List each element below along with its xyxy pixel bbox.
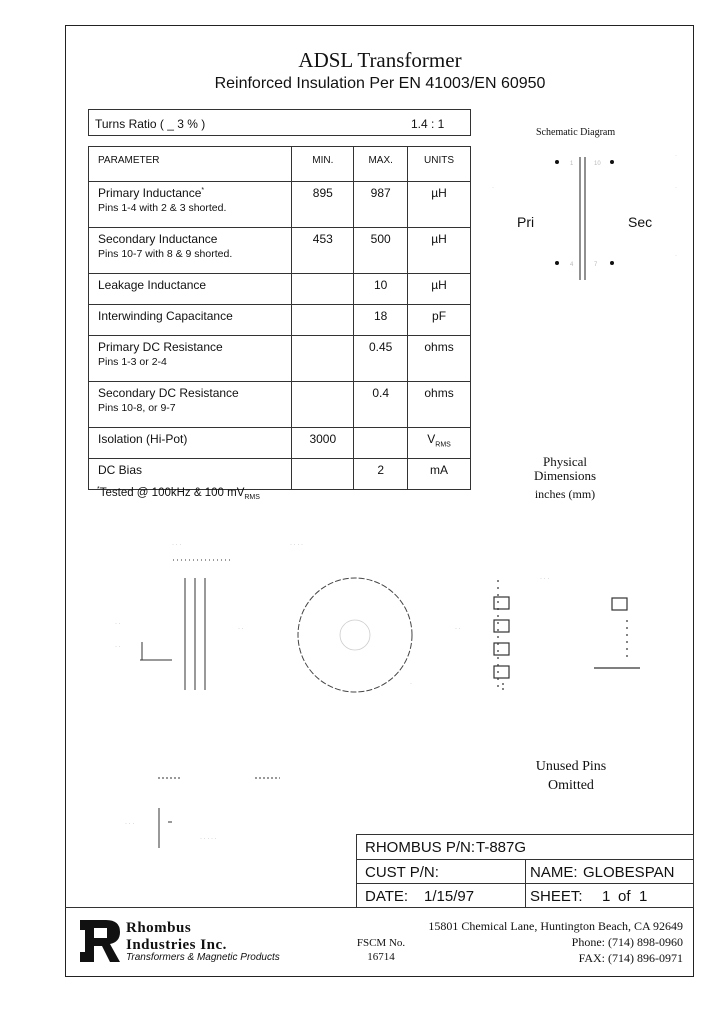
spec-min-cell — [292, 382, 354, 428]
title-block-name — [525, 859, 694, 884]
schematic-title: Schematic Diagram — [536, 127, 616, 138]
units-value: pF — [432, 309, 447, 323]
spec-parameter-cell — [89, 305, 292, 336]
spec-parameter-cell — [89, 459, 292, 490]
spec-parameter-cell — [89, 274, 292, 305]
spec-min-cell — [292, 336, 354, 382]
svg-text:·: · — [410, 681, 412, 687]
fscm-label: FSCM No. — [356, 937, 406, 949]
turns-ratio-box — [88, 109, 471, 136]
schematic-sec-label: Sec — [628, 214, 653, 230]
dimension-drawings — [110, 530, 670, 860]
footnote-text: Tested @ 100kHz & 100 mV — [99, 486, 245, 499]
part-number-label: RHOMBUS P/N: — [365, 839, 476, 856]
company-name — [126, 920, 227, 954]
schematic-pri-label: Pri — [517, 214, 535, 230]
spec-parameter-cell — [89, 382, 292, 428]
company-phone: Phone: (714) 898-0960 — [571, 935, 683, 949]
spec-row — [89, 428, 471, 459]
header-units: UNITS — [408, 147, 471, 182]
turns-ratio-label: Turns Ratio ( _ 3 % ) — [95, 117, 206, 131]
spec-units-cell — [408, 274, 471, 305]
svg-text:4: 4 — [570, 262, 574, 268]
company-name-line2: Industries Inc. — [126, 937, 227, 953]
units-value: V — [427, 432, 436, 446]
parameter-condition: Pins 1-3 or 2-4 — [98, 356, 167, 368]
svg-text:·: · — [492, 185, 494, 191]
parameter-condition: Pins 10-8, or 9-7 — [98, 402, 176, 414]
parameter-condition: Pins 10-7 with 8 & 9 shorted. — [98, 248, 233, 260]
svg-text:· ·: · · — [455, 626, 461, 632]
spec-row — [89, 336, 471, 382]
spec-min-cell: 453 — [292, 228, 354, 274]
units-value: mA — [430, 463, 449, 477]
svg-text:·: · — [675, 153, 677, 159]
spec-units-cell — [408, 305, 471, 336]
spec-units-cell — [408, 428, 471, 459]
svg-text:· · · · ·: · · · · · — [200, 836, 217, 842]
spec-units-cell — [408, 182, 471, 228]
spec-max-cell: 18 — [354, 305, 408, 336]
title-block-cust — [356, 859, 526, 884]
spec-min-cell — [292, 459, 354, 490]
spec-row — [89, 382, 471, 428]
part-number-value: T-887G — [476, 839, 527, 856]
unused-line1: Unused Pins — [535, 759, 607, 774]
turns-ratio-value: 1.4 : 1 — [411, 117, 445, 131]
parameter-name: Secondary DC Resistance — [98, 386, 239, 400]
svg-text:· · ·: · · · — [172, 542, 182, 548]
spec-max-cell — [354, 428, 408, 459]
fscm-value: 16714 — [367, 951, 395, 963]
units-value: µH — [431, 186, 447, 200]
parameter-name: Secondary Inductance — [98, 232, 218, 246]
footer-divider — [65, 907, 694, 908]
parameter-name: Primary Inductance — [98, 186, 202, 200]
sheet-total: 1 — [639, 888, 648, 905]
name-value: GLOBESPAN — [583, 864, 675, 881]
parameter-name: DC Bias — [98, 463, 143, 477]
spec-min-cell: 895 — [292, 182, 354, 228]
page-subtitle: Reinforced Insulation Per EN 41003/EN 60950 — [214, 75, 546, 92]
svg-text:1: 1 — [570, 161, 574, 167]
svg-text:7: 7 — [594, 262, 598, 268]
svg-text:· · ·: · · · — [540, 576, 550, 582]
spec-units-cell — [408, 228, 471, 274]
spec-max-cell: 2 — [354, 459, 408, 490]
spec-row — [89, 274, 471, 305]
parameter-name: Interwinding Capacitance — [98, 309, 233, 323]
parameter-condition: Pins 1-4 with 2 & 3 shorted. — [98, 202, 227, 214]
units-subscript: RMS — [435, 441, 451, 449]
spec-table — [88, 146, 471, 490]
name-label: NAME: — [530, 864, 578, 881]
svg-text:· ·: · · — [115, 621, 121, 627]
units-value: µH — [431, 278, 447, 292]
title-block-date — [356, 883, 526, 908]
spec-max-cell: 987 — [354, 182, 408, 228]
spec-row — [89, 459, 471, 490]
company-address: 15801 Chemical Lane, Huntington Beach, CA 92649 — [428, 919, 683, 933]
physical-dimensions-label — [510, 455, 620, 501]
title-block-sheet — [525, 883, 694, 908]
footnote-mark: * — [97, 486, 100, 493]
units-value: ohms — [424, 340, 454, 354]
spec-units-cell — [408, 336, 471, 382]
svg-text:· ·: · · — [238, 626, 244, 632]
units-value: ohms — [424, 386, 454, 400]
physical-line1: Physical — [542, 454, 588, 469]
spec-parameter-cell — [89, 182, 292, 228]
parameter-mark: * — [201, 187, 205, 194]
units-value: µH — [431, 232, 447, 246]
svg-text:· · · ·: · · · · — [290, 542, 303, 548]
date-value: 1/15/97 — [424, 888, 475, 905]
sheet-label: SHEET: — [530, 888, 583, 905]
spec-row — [89, 305, 471, 336]
header-parameter: PARAMETER — [89, 147, 292, 182]
sheet-value: 1 — [602, 888, 611, 905]
page-title: ADSL Transformer — [298, 48, 462, 72]
parameter-name: Isolation (Hi-Pot) — [98, 432, 188, 446]
spec-max-cell: 10 — [354, 274, 408, 305]
company-tagline: Transformers & Magnetic Products — [126, 952, 280, 963]
spec-units-cell — [408, 382, 471, 428]
title-block-part — [356, 834, 694, 860]
date-label: DATE: — [365, 888, 409, 905]
cust-pn-label: CUST P/N: — [365, 864, 439, 881]
company-name-line1: Rhombus — [126, 920, 192, 936]
spec-min-cell — [292, 305, 354, 336]
rhombus-logo-icon — [80, 918, 122, 964]
svg-text:· · ·: · · · — [125, 821, 135, 827]
svg-text:·: · — [675, 253, 677, 259]
footnote-sub: RMS — [244, 494, 260, 502]
sheet-of: of — [618, 888, 631, 905]
company-fax: FAX: (714) 896-0971 — [578, 951, 683, 965]
physical-line2: Dimensions — [533, 468, 597, 483]
company-address-block — [395, 918, 683, 966]
svg-text:10: 10 — [594, 161, 601, 167]
unused-pins-note — [516, 757, 626, 795]
parameter-name: Primary DC Resistance — [98, 340, 223, 354]
spec-parameter-cell — [89, 336, 292, 382]
spec-row — [89, 228, 471, 274]
svg-text:·: · — [675, 185, 677, 191]
spec-min-cell — [292, 274, 354, 305]
spec-max-cell: 0.45 — [354, 336, 408, 382]
spec-row — [89, 182, 471, 228]
spec-table-header — [89, 147, 471, 182]
spec-max-cell: 500 — [354, 228, 408, 274]
spec-parameter-cell — [89, 428, 292, 459]
spec-min-cell: 3000 — [292, 428, 354, 459]
unused-line2: Omitted — [548, 778, 594, 793]
parameter-name: Leakage Inductance — [98, 278, 207, 292]
physical-units: inches (mm) — [534, 487, 596, 501]
svg-text:· ·: · · — [115, 644, 121, 650]
footnote — [97, 486, 260, 501]
header-max: MAX. — [354, 147, 408, 182]
spec-parameter-cell — [89, 228, 292, 274]
header-min: MIN. — [292, 147, 354, 182]
spec-units-cell — [408, 459, 471, 490]
spec-max-cell: 0.4 — [354, 382, 408, 428]
